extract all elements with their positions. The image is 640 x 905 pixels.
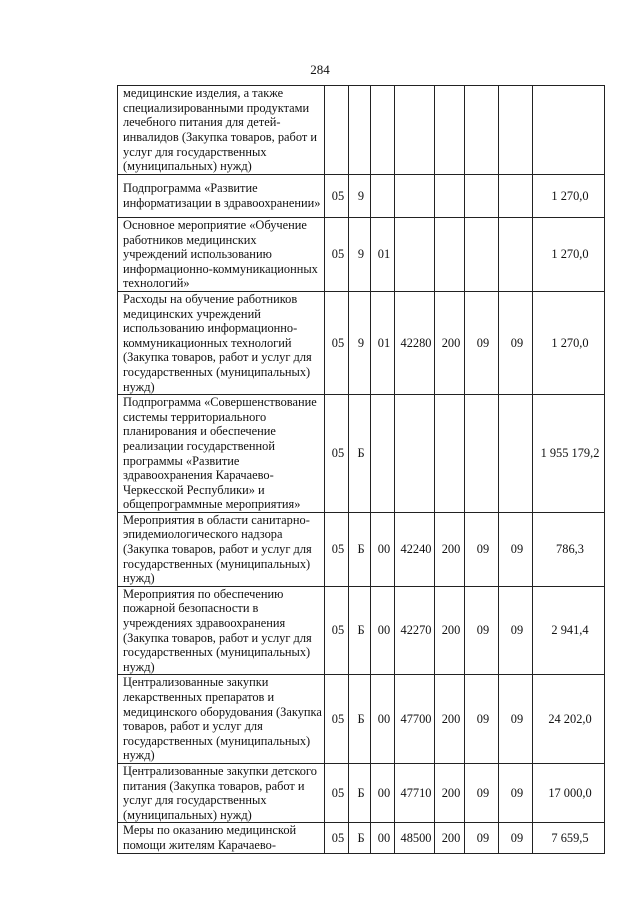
budget-table — [117, 85, 605, 854]
row-code-c7: 09 — [499, 291, 533, 394]
row-code-c5 — [435, 86, 465, 175]
row-code-c5: 200 — [435, 586, 465, 675]
row-code-c7 — [499, 395, 533, 513]
row-code-c5: 200 — [435, 823, 465, 853]
row-code-c5: 200 — [435, 763, 465, 822]
row-code-c5: 200 — [435, 291, 465, 394]
row-code-c4: 47710 — [395, 763, 435, 822]
row-code-c4: 47700 — [395, 675, 435, 764]
row-code-c1: 05 — [325, 512, 349, 586]
row-code-c3 — [371, 395, 395, 513]
row-code-c1: 05 — [325, 395, 349, 513]
table-row — [118, 823, 605, 853]
row-code-c2: 9 — [349, 291, 371, 394]
row-code-c6 — [465, 395, 499, 513]
row-code-c4: 48500 — [395, 823, 435, 853]
row-code-c5 — [435, 175, 465, 218]
row-code-c7: 09 — [499, 586, 533, 675]
row-code-c6 — [465, 86, 499, 175]
row-code-c2: Б — [349, 395, 371, 513]
row-code-c3: 00 — [371, 763, 395, 822]
row-code-c7: 09 — [499, 763, 533, 822]
table-row — [118, 675, 605, 764]
row-code-c7: 09 — [499, 512, 533, 586]
row-code-c5 — [435, 218, 465, 292]
row-code-c3: 00 — [371, 675, 395, 764]
row-code-c4 — [395, 175, 435, 218]
row-code-c2: Б — [349, 675, 371, 764]
row-name: Мероприятия в области санитарно-эпидемиологического надзора (Закупка товаров, работ и услуг для государственных (муниципальных) нужд) — [118, 512, 325, 586]
row-code-c7 — [499, 175, 533, 218]
row-code-c7 — [499, 86, 533, 175]
row-code-c6: 09 — [465, 675, 499, 764]
row-amount: 1 270,0 — [533, 218, 605, 292]
row-code-c1: 05 — [325, 823, 349, 853]
row-amount: 2 941,4 — [533, 586, 605, 675]
row-code-c6: 09 — [465, 291, 499, 394]
row-code-c4: 42280 — [395, 291, 435, 394]
row-code-c2: Б — [349, 512, 371, 586]
table-row — [118, 291, 605, 394]
row-code-c1: 05 — [325, 763, 349, 822]
table-row — [118, 395, 605, 513]
row-code-c7 — [499, 218, 533, 292]
row-code-c4: 42270 — [395, 586, 435, 675]
row-code-c3: 00 — [371, 512, 395, 586]
row-code-c2: Б — [349, 763, 371, 822]
row-code-c1: 05 — [325, 218, 349, 292]
row-code-c4 — [395, 395, 435, 513]
table-row — [118, 512, 605, 586]
row-code-c2: Б — [349, 823, 371, 853]
row-code-c6: 09 — [465, 763, 499, 822]
row-code-c1 — [325, 86, 349, 175]
table-row — [118, 586, 605, 675]
row-code-c7: 09 — [499, 675, 533, 764]
row-code-c5: 200 — [435, 675, 465, 764]
row-code-c3: 00 — [371, 823, 395, 853]
table-row — [118, 175, 605, 218]
row-amount: 786,3 — [533, 512, 605, 586]
row-amount: 24 202,0 — [533, 675, 605, 764]
row-code-c1: 05 — [325, 175, 349, 218]
table-row — [118, 218, 605, 292]
row-code-c2 — [349, 86, 371, 175]
row-amount: 1 270,0 — [533, 175, 605, 218]
row-code-c6 — [465, 175, 499, 218]
row-amount — [533, 86, 605, 175]
row-code-c2: Б — [349, 586, 371, 675]
row-code-c3: 00 — [371, 586, 395, 675]
row-code-c6 — [465, 218, 499, 292]
row-name: Подпрограмма «Совершенствование системы территориального планирования и обеспечение реализации государственной программы «Развитие здравоохранения Карачаево-Черкесской Республики» и общепрограммные мероприятия» — [118, 395, 325, 513]
row-name: медицинские изделия, а также специализированными продуктами лечебного питания для детей-инвалидов (Закупка товаров, работ и услуг для государственных (муниципальных) нужд) — [118, 86, 325, 175]
row-code-c5 — [435, 395, 465, 513]
row-code-c3 — [371, 86, 395, 175]
row-amount: 1 270,0 — [533, 291, 605, 394]
row-code-c3 — [371, 175, 395, 218]
row-code-c5: 200 — [435, 512, 465, 586]
row-code-c4 — [395, 86, 435, 175]
row-code-c6: 09 — [465, 586, 499, 675]
table-row — [118, 763, 605, 822]
row-code-c3: 01 — [371, 291, 395, 394]
row-name: Централизованные закупки детского питания (Закупка товаров, работ и услуг для государственных (муниципальных) нужд) — [118, 763, 325, 822]
row-code-c4: 42240 — [395, 512, 435, 586]
page-number: 284 — [310, 62, 330, 77]
row-name: Подпрограмма «Развитие информатизации в здравоохранении» — [118, 175, 325, 218]
row-code-c6: 09 — [465, 823, 499, 853]
row-code-c1: 05 — [325, 675, 349, 764]
row-code-c1: 05 — [325, 586, 349, 675]
row-code-c2: 9 — [349, 175, 371, 218]
row-code-c3: 01 — [371, 218, 395, 292]
row-name: Централизованные закупки лекарственных препаратов и медицинского оборудования (Закупка товаров, работ и услуг для государственных (муниципальных) нужд) — [118, 675, 325, 764]
row-name: Основное мероприятие «Обучение работников медицинских учреждений использованию информационно-коммуникационных технологий» — [118, 218, 325, 292]
row-name: Мероприятия по обеспечению пожарной безопасности в учреждениях здравоохранения (Закупка товаров, работ и услуг для государственных (муниципальных) нужд) — [118, 586, 325, 675]
row-name: Расходы на обучение работников медицинских учреждений использованию информационно-коммуникационных технологий (Закупка товаров, работ и услуг для государственных (муниципальных) нужд) — [118, 291, 325, 394]
row-code-c2: 9 — [349, 218, 371, 292]
row-amount: 7 659,5 — [533, 823, 605, 853]
row-amount: 1 955 179,2 — [533, 395, 605, 513]
row-amount: 17 000,0 — [533, 763, 605, 822]
row-code-c6: 09 — [465, 512, 499, 586]
row-name: Меры по оказанию медицинской помощи жителям Карачаево- — [118, 823, 325, 853]
table-row — [118, 86, 605, 175]
row-code-c7: 09 — [499, 823, 533, 853]
row-code-c4 — [395, 218, 435, 292]
row-code-c1: 05 — [325, 291, 349, 394]
